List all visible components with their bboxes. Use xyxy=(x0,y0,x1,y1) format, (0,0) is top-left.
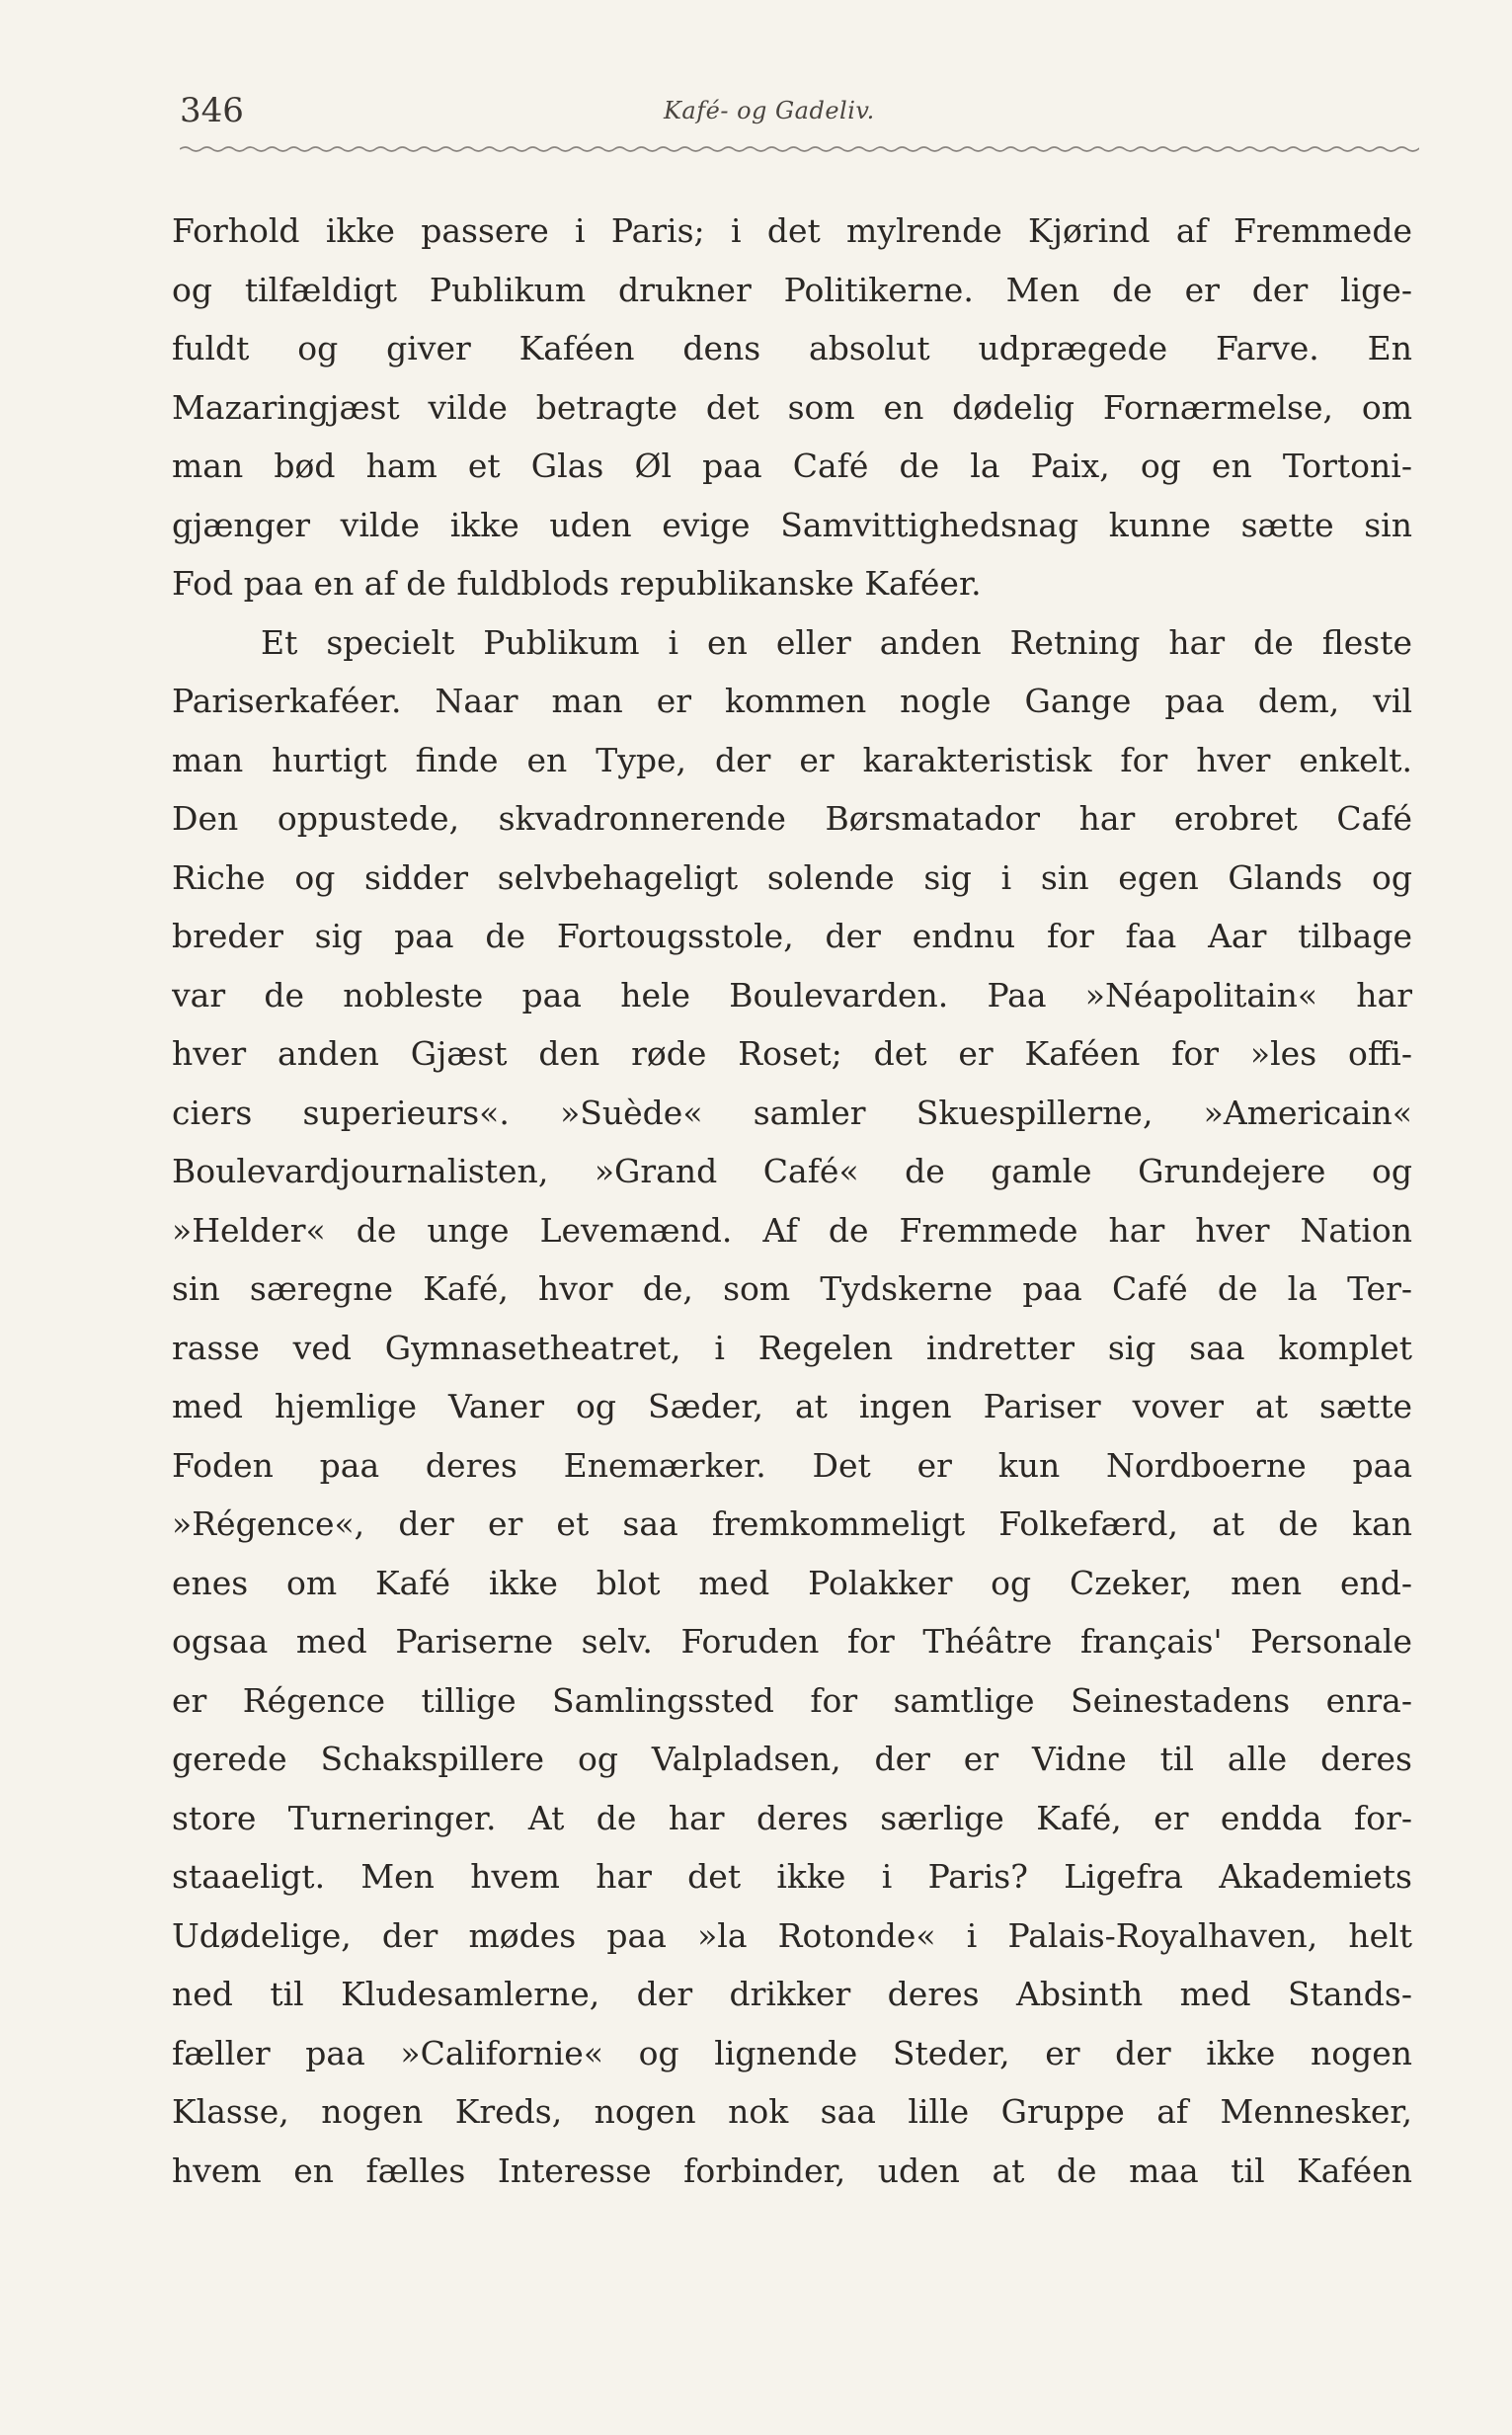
text-line: enes om Kafé ikke blot med Polakker og Czeker, men end- xyxy=(172,1563,1412,1602)
text-line: »Helder« de unge Levemænd. Af de Fremmede har hver Nation xyxy=(172,1210,1412,1250)
text-line: Boulevardjournalisten, »Grand Café« de gamle Grundejere og xyxy=(172,1152,1412,1190)
text-line: staaeligt. Men hvem har det ikke i Paris? Ligefra Akademiets xyxy=(172,1857,1412,1896)
text-line: hvem en fælles Interesse forbinder, uden at de maa til Kaféen xyxy=(172,2151,1412,2190)
text-line: Den oppustede, skvadronnerende Børsmatador har erobret Café xyxy=(172,799,1412,838)
text-line: er Régence tillige Samlingssted for samtlige Seinestadens enra- xyxy=(172,1680,1412,1720)
text-line: sin særegne Kafé, hvor de, som Tydskerne paa Café de la Ter- xyxy=(172,1269,1412,1308)
text-line: man bød ham et Glas Øl paa Café de la Paix, og en Tortoni- xyxy=(172,446,1412,485)
text-line: gerede Schakspillere og Valpladsen, der er Vidne til alle deres xyxy=(172,1740,1412,1778)
text-line: ned til Kludesamlerne, der drikker deres Absinth med Stands- xyxy=(172,1975,1412,2013)
text-line: Klasse, nogen Kreds, nogen nok saa lille Gruppe af Mennesker, xyxy=(172,2092,1412,2131)
text-line: Et specielt Publikum i en eller anden Retning har de fleste xyxy=(261,622,1412,662)
text-line: Foden paa deres Enemærker. Det er kun Nordboerne paa xyxy=(172,1445,1412,1485)
text-line: Fod paa en af de fuldblods republikanske Kaféer. xyxy=(172,564,982,603)
page-number: 346 xyxy=(180,91,244,130)
text-line: breder sig paa de Fortougsstole, der endnu for faa Aar tilbage xyxy=(172,917,1412,955)
text-line: Forhold ikke passere i Paris; i det mylrende Kjørind af Fremmede xyxy=(172,211,1412,250)
text-line: og tilfældigt Publikum drukner Politikerne. Men de er der lige- xyxy=(172,270,1412,309)
text-line: gjænger vilde ikke uden evige Samvittighedsnag kunne sætte sin xyxy=(172,505,1412,544)
text-line: rasse ved Gymnasetheatret, i Regelen indretter sig saa komplet xyxy=(172,1328,1412,1367)
text-line: store Turneringer. At de har deres særlige Kafé, er endda for- xyxy=(172,1798,1412,1837)
wavy-rule-ornament-icon xyxy=(180,140,1419,158)
text-line: Udødelige, der mødes paa »la Rotonde« i Palais-Royalhaven, helt xyxy=(172,1915,1412,1955)
text-line: Mazaringjæst vilde betragte det som en dødelig Fornærmelse, om xyxy=(172,387,1412,427)
text-line: ogsaa med Pariserne selv. Foruden for Théâtre français' Personale xyxy=(172,1622,1412,1661)
text-line: Pariserkaféer. Naar man er kommen nogle Gange paa dem, vil xyxy=(172,682,1412,720)
text-line: fæller paa »Californie« og lignende Steder, er der ikke nogen xyxy=(172,2033,1412,2072)
text-line: med hjemlige Vaner og Sæder, at ingen Pariser vover at sætte xyxy=(172,1387,1412,1425)
text-line: »Régence«, der er et saa fremkommeligt Folkefærd, at de kan xyxy=(172,1504,1412,1543)
text-line: ciers superieurs«. »Suède« samler Skuespillerne, »Americain« xyxy=(172,1093,1412,1132)
text-line: hver anden Gjæst den røde Roset; det er Kaféen for »les offi- xyxy=(172,1034,1412,1073)
body-text xyxy=(172,202,1412,2200)
text-line: fuldt og giver Kaféen dens absolut udprægede Farve. En xyxy=(172,329,1412,367)
running-title: Kafé- og Gadeliv. xyxy=(664,97,875,124)
page-header xyxy=(180,91,1419,138)
text-line: var de nobleste paa hele Boulevarden. Paa »Néapolitain« har xyxy=(172,975,1412,1015)
text-line: man hurtigt finde en Type, der er karakteristisk for hver enkelt. xyxy=(172,740,1412,779)
text-line: Riche og sidder selvbehageligt solende sig i sin egen Glands og xyxy=(172,857,1412,897)
